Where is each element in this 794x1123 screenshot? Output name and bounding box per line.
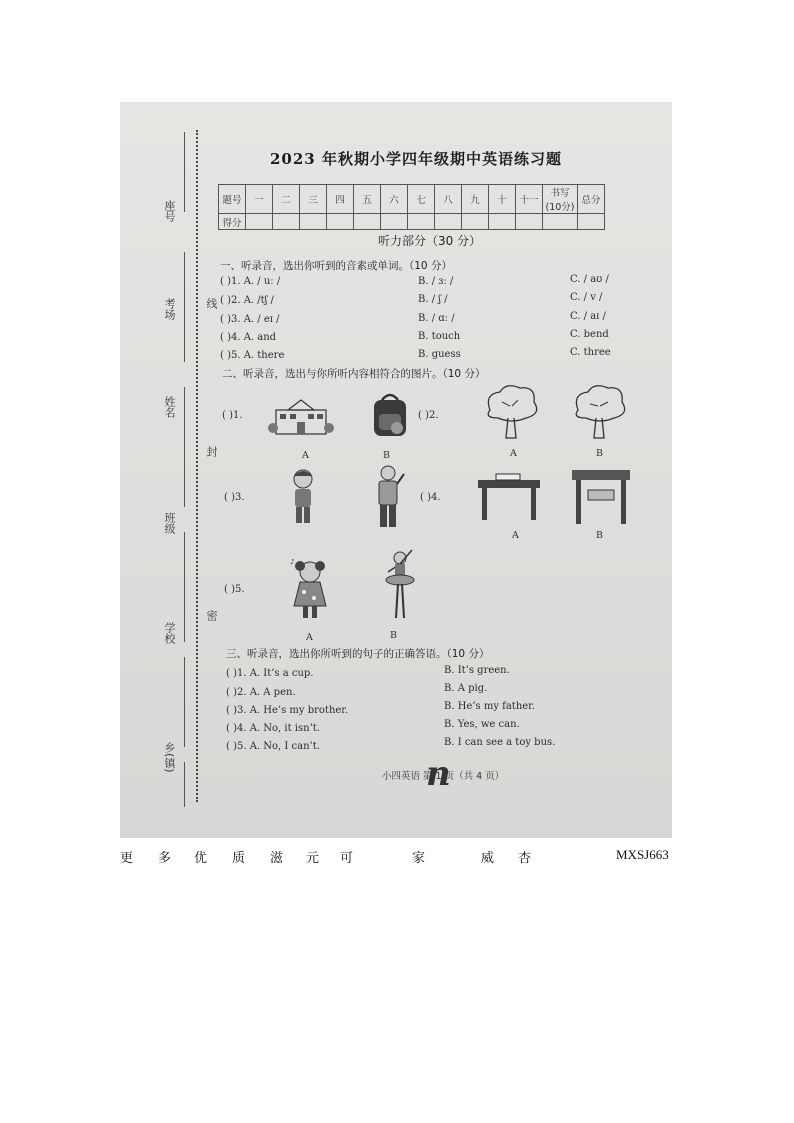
secret-label: 密 [205,610,218,621]
name-line [184,387,185,507]
score-header-cell: 九 [462,185,489,214]
s3-q1: ( )1. A. It’s a cup. [226,668,314,679]
score-table [218,184,605,230]
s1-q2-c: C. / v / [570,292,603,303]
score-header-cell: 五 [354,185,381,214]
bottom-char-6: 元 [306,850,320,865]
man-picture [370,464,406,530]
boy-picture [288,468,318,528]
score-header-cell: 六 [381,185,408,214]
s3-q4: ( )4. A. No, it isn’t. [226,723,320,734]
score-header-cell: 八 [435,185,462,214]
desk-with-book-picture [476,472,542,522]
bottom-char-1: 更 [120,850,134,865]
seal-label: 封 [205,446,218,457]
school-building-picture [270,398,332,438]
class-line [184,532,185,642]
s3-q3-b: B. He’s my father. [444,701,536,712]
bottom-char-8: 家 [412,850,426,865]
s2-q4: ( )4. [420,492,441,503]
page-footer: 小四英语 第 1 页（共 4 页） [382,771,505,782]
s3-q4-b: B. Yes, we can. [444,719,520,730]
s2-q2: ( )2. [418,410,439,421]
s3-q5-b: B. I can see a toy bus. [444,737,556,748]
score-header-cell: 一 [246,185,273,214]
s3-q2: ( )2. A. A pen. [226,687,296,698]
exam-sheet [120,102,672,838]
bottom-code: MXSJ663 [616,847,669,862]
bottom-char-3: 优 [194,850,208,865]
score-header-cell: 三 [300,185,327,214]
score-cell[interactable] [273,214,300,230]
listening-part-title: 听力部分（30 分） [378,234,482,248]
binding-dotted-line [196,130,198,802]
s3-q5: ( )5. A. No, I can’t. [226,741,320,752]
tree-picture-b [570,384,628,440]
name-label: 姓名 [163,396,176,418]
score-header-cell: 十 [489,185,516,214]
score-header-cell: 二 [273,185,300,214]
score-header-cell: 四 [327,185,354,214]
class-label: 班级 [163,512,176,534]
room-line [184,252,185,362]
seat-label: 座号 [163,200,176,222]
s3-q3: ( )3. A. He’s my brother. [226,705,349,716]
s2-r2-label-a: A [512,530,519,541]
score-cell[interactable] [246,214,273,230]
section2-heading: 二、听录音，选出与你所听内容相符合的图片。（10 分） [222,368,486,380]
section3-heading: 三、听录音，选出你所听到的句子的正确答语。（10 分） [226,648,490,660]
s2-q5: ( )5. [224,584,245,595]
score-cell[interactable] [327,214,354,230]
score-value-row [219,214,605,230]
s2-r1-label-a: A [302,450,309,461]
s1-q4-b: B. touch [418,331,461,342]
s1-q4: ( )4. A. and [220,332,277,343]
s1-q5-b: B. guess [418,349,461,360]
s1-q1-b: B. / ɜː / [418,276,454,287]
line-label: 线 [205,298,218,309]
s2-r1-label-c: A [510,448,517,459]
score-cell[interactable] [462,214,489,230]
singing-girl-picture [292,558,332,620]
score-cell[interactable] [516,214,543,230]
score-cell[interactable] [354,214,381,230]
score-header-cell: 题号 [219,185,246,214]
score-header-cell: 书写(10分) [543,185,578,214]
school-line [184,657,185,747]
bottom-char-2: 多 [158,850,172,865]
exam-title: 2023 年秋期小学四年级期中英语练习题 [270,150,562,168]
s1-q1: ( )1. A. / uː / [220,276,281,287]
score-cell[interactable] [300,214,327,230]
s2-r3-label-b: B [390,630,397,641]
bottom-char-10: 杏 [518,850,532,865]
score-header-row [219,185,605,214]
s2-r2-label-b: B [596,530,603,541]
dancing-girl-picture [382,548,418,624]
seat-line [184,132,185,212]
s1-q2: ( )2. A. /tʃ / [220,295,274,306]
schoolbag-picture [370,392,412,438]
score-cell[interactable] [381,214,408,230]
desk-with-chair-picture [570,464,632,526]
s1-q2-b: B. / ʃ / [418,294,448,305]
n-logo-mark: n [426,754,451,794]
s2-r1-label-b: B [383,450,390,461]
s2-q1: ( )1. [222,410,243,421]
township-line [184,762,185,807]
score-cell[interactable] [408,214,435,230]
room-label: 考场 [163,298,176,320]
s1-q3-c: C. / aɪ / [570,311,606,322]
score-cell[interactable] [489,214,516,230]
s1-q5: ( )5. A. there [220,350,285,361]
s2-r3-label-a: A [306,632,313,643]
s3-q2-b: B. A pig. [444,683,488,694]
township-label: 乡(镇) [163,742,176,773]
s1-q5-c: C. three [570,347,611,358]
score-cell[interactable] [435,214,462,230]
score-header-cell: 十一 [516,185,543,214]
score-row-label: 得分 [219,214,246,230]
s2-r1-label-d: B [596,448,603,459]
tree-picture-a [482,384,540,440]
score-header-cell: 七 [408,185,435,214]
bottom-char-5: 滋 [270,850,284,865]
section1-heading: 一、听录音，选出你听到的音素或单词。（10 分） [220,260,452,272]
s2-q3: ( )3. [224,492,245,503]
svg-text:♪: ♪ [290,558,295,566]
bottom-char-7: 可 [340,850,354,865]
s1-q3-b: B. / ɑː / [418,313,455,324]
score-cell[interactable] [578,214,605,230]
bottom-char-4: 质 [232,850,246,865]
s1-q4-c: C. bend [570,329,609,340]
school-label: 学校 [163,622,176,644]
score-header-cell: 总分 [578,185,605,214]
score-cell[interactable] [543,214,578,230]
exam-photo [120,102,672,838]
bottom-char-9: 威 [481,850,495,865]
s1-q3: ( )3. A. / eɪ / [220,314,280,325]
s1-q1-c: C. / aʊ / [570,274,609,285]
s3-q1-b: B. It’s green. [444,665,510,676]
